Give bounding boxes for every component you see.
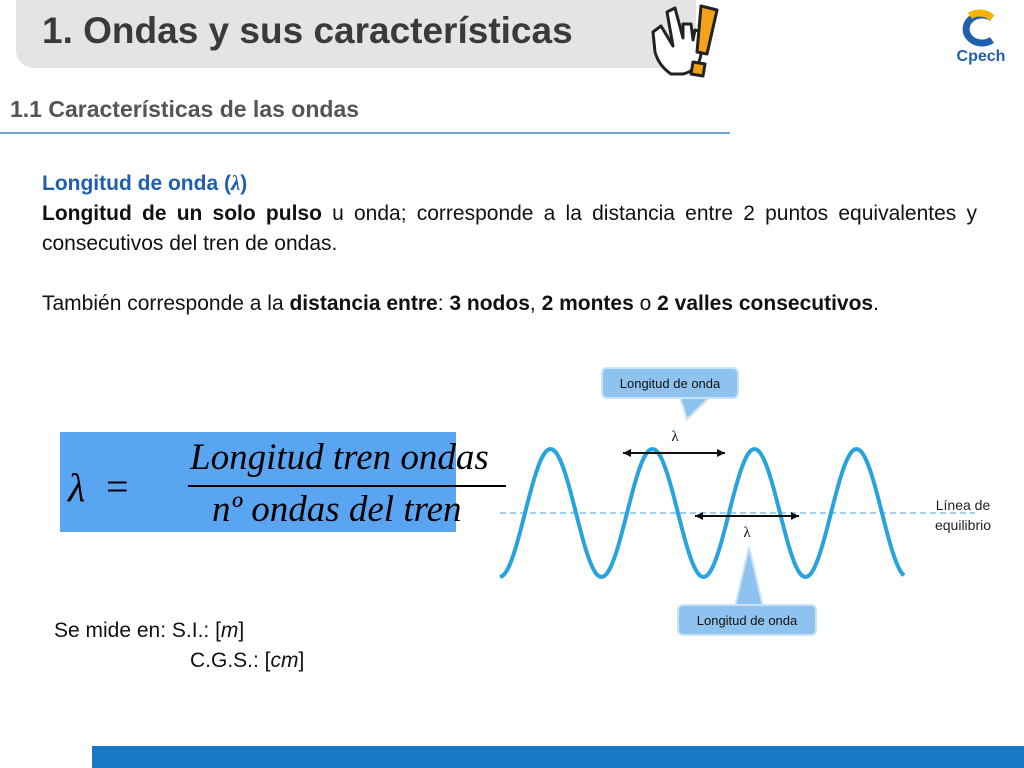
pointing-hand-exclamation-icon	[643, 2, 723, 84]
units-cgs: C.G.S.: [cm]	[190, 649, 305, 672]
lambda-label-top: λ	[671, 429, 679, 445]
formula-denominator: nº ondas del tren	[212, 489, 462, 530]
fraction-bar	[188, 485, 506, 487]
formula-equals: =	[106, 464, 129, 509]
logo-text: Cpech	[956, 48, 1006, 65]
definition-paragraph: Longitud de un solo pulso u onda; corresponde a la distancia entre 2 puntos equivalentes y consecutivos del tren de ondas.	[42, 202, 977, 255]
formula-box	[60, 432, 489, 532]
wavelength-formula	[60, 432, 489, 532]
body-text	[42, 168, 977, 319]
units-si: Se mide en: S.I.: [m]	[54, 619, 245, 642]
cpech-logo	[948, 6, 1014, 66]
note-paragraph: También corresponde a la distancia entre: 3 nodos, 2 montes o 2 valles consecutivos.	[42, 292, 879, 315]
equilibrium-label-1: Línea de	[935, 497, 991, 513]
equilibrium-label-2: equilibrio	[934, 517, 992, 533]
wave-diagram	[495, 365, 1015, 640]
formula-lambda: λ	[68, 465, 86, 510]
divider-line	[0, 132, 730, 134]
lambda-label-bottom: λ	[743, 525, 751, 541]
callout-bottom-label: Longitud de onda	[696, 613, 798, 628]
units-block	[54, 616, 304, 676]
concept-heading: Longitud de onda (λ)	[42, 171, 248, 195]
footer-bar	[92, 746, 1024, 768]
formula-numerator: Longitud tren ondas	[190, 437, 489, 478]
page-title: 1. Ondas y sus características	[42, 10, 573, 51]
section-subtitle: 1.1 Características de las ondas	[10, 96, 360, 122]
callout-top	[602, 368, 738, 419]
callout-top-label: Longitud de onda	[619, 376, 721, 391]
